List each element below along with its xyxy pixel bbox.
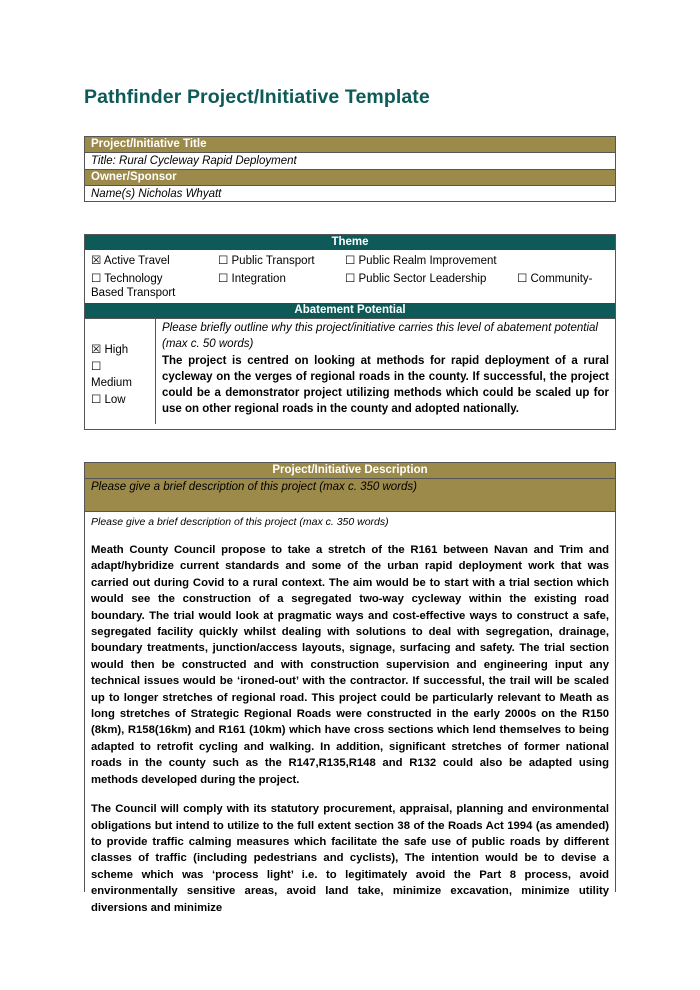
theme-public-sector-checkbox[interactable]: ☐ Public Sector Leadership [345,273,487,285]
theme-integration-checkbox[interactable]: ☐ Integration [218,273,286,285]
theme-public-realm-checkbox[interactable]: ☐ Public Realm Improvement [345,255,497,267]
description-table [84,462,616,914]
description-paragraph-2: The Council will comply with its statutory procurement, appraisal, planning and environmental obligations but intend to utilize to the full extent section 38 of the Roads Act 1994 (as amended) to provide traffic calming measures which facilitate the safe use of public roads by different classes of traffic (including pedestrians and cyclists), The intention would be to devise a scheme which was ‘process light’ i.e. to legitimately avoid the Part 8 process, avoid environmentally sensitive areas, avoid land take, minimize excavation, minimize utility diversions and minimize [91,803,609,914]
abatement-text: The project is centred on looking at methods for rapid deployment of a rural cycleway on the verges of regional roads in the county. If successful, the project could be a demonstrator project utilizing methods which could be scaled up for use on other regional roads in the county and adopted nationally. [162,354,609,416]
description-paragraph-1: Meath County Council propose to take a stretch of the R161 between Navan and Trim and adapt/hybridize current standards and some of the urban rapid deployment work that was carried out during Covid to a rural context. The aim would be to start with a trial section which would see the construction of a segregated two-way cycleway within the existing road boundary. The trial would look at pragmatic ways and cost-effective ways to construct a safe, segregated facility quickly whilst dealing with solutions to deal with segregation, drainage, boundary treatments, junction/access layouts, signage, surfacing and safety. The trial section would then be constructed and with construction supervision and engineering input any technical issues would be ‘ironed-out’ with the contractor. If successful, the trail will be scaled up to longer stretches of regional road. This project could be particularly relevant to Meath as long stretches of Strategic Regional Roads were constructed in the early 2000s on the R150 (8km), R158(16km) and R161 (10km) which have cross sections which lend themselves to being adapted to retrofit cycling and walking. In addition, significant stretches of former national roads in the county such as the R147,R135,R148 and R132 could also be adapted using methods developed during the project. [91,544,609,786]
abatement-options [85,319,156,424]
owner-sponsor-value: Name(s) Nicholas Whyatt [85,185,615,202]
abatement-content [156,319,615,424]
theme-based-transport-label: Based Transport [91,287,176,299]
theme-options [85,250,615,303]
project-title-header: Project/Initiative Title [85,137,615,152]
theme-public-transport-checkbox[interactable]: ☐ Public Transport [218,255,315,267]
abatement-low-checkbox[interactable]: ☐ Low [91,393,126,406]
abatement-medium-checkbox[interactable]: ☐ [91,360,102,373]
abatement-high-checkbox[interactable]: ☒ High [91,344,129,356]
abatement-prompt: Please briefly outline why this project/initiative carries this level of abatement potential (max c. 50 words) [162,322,598,351]
theme-table [84,234,616,430]
page-title: Pathfinder Project/Initiative Template [84,86,430,108]
abatement-medium-label: Medium [91,377,132,389]
description-body [85,511,615,916]
description-header: Project/Initiative Description [85,463,615,478]
description-prompt-repeat: Please give a brief description of this project (max c. 350 words) [91,516,389,528]
theme-active-travel-checkbox[interactable]: ☒ Active Travel [91,255,170,267]
theme-technology-checkbox[interactable]: ☐ Technology [91,273,163,285]
project-title-value: Title: Rural Cycleway Rapid Deployment [85,152,615,169]
project-info-table [84,136,616,202]
abatement-header: Abatement Potential [85,303,615,318]
abatement-row [85,318,615,424]
theme-community-checkbox[interactable]: ☐ Community- [517,273,593,285]
theme-header: Theme [85,235,615,250]
description-prompt: Please give a brief description of this project (max c. 350 words) [85,478,615,511]
owner-sponsor-header: Owner/Sponsor [85,169,615,185]
